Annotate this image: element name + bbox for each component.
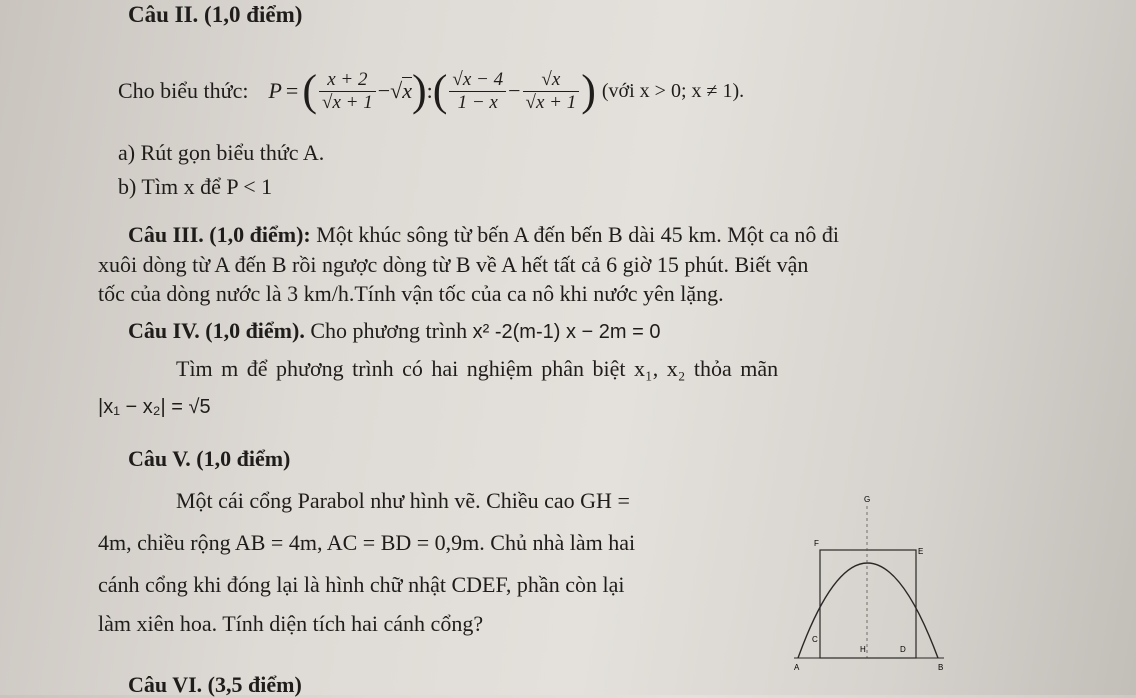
q5-title: Câu V. (1,0 điểm) bbox=[128, 446, 291, 471]
q5-line1: Một cái cổng Parabol như hình vẽ. Chiều cao GH = bbox=[176, 488, 630, 513]
q6-title: Câu VI. (3,5 điểm) bbox=[128, 672, 302, 697]
q2-intro: Cho biểu thức: bbox=[118, 78, 249, 103]
label-e: E bbox=[918, 547, 924, 556]
gate-rectangle bbox=[820, 550, 916, 658]
part-b: b) Tìm x để P < 1 bbox=[118, 174, 273, 199]
q5-line2: 4m, chiều rộng AB = 4m, AC = BD = 0,9m. Chủ nhà làm hai bbox=[98, 530, 636, 555]
label-c: C bbox=[812, 635, 818, 644]
p-label: P bbox=[268, 78, 282, 103]
q4-condition: |x₁ − x₂| = √5 bbox=[98, 396, 211, 418]
label-g: G bbox=[864, 495, 871, 504]
condition: (với x > 0; x ≠ 1). bbox=[601, 80, 745, 102]
part-a: a) Rút gọn biểu thức A. bbox=[118, 140, 325, 165]
equation: x² -2(m-1) x − 2m = 0 bbox=[472, 321, 661, 343]
q5-line3: cánh cổng khi đóng lại là hình chữ nhật CDEF, phần còn lại bbox=[98, 572, 625, 597]
fraction-3: $\frac{√x}{√x + 1}$ bbox=[523, 69, 580, 114]
q5-line4: làm xiên hoa. Tính diện tích hai cánh cổng? bbox=[98, 611, 484, 636]
label-f: F bbox=[814, 539, 819, 548]
q3-line1: Câu III. (1,0 điểm): Một khúc sông từ bến A đến bến B dài 45 km. Một ca nô đi bbox=[128, 222, 840, 247]
fraction-1: $\frac{x + 2}{√x + 1}$ bbox=[319, 69, 376, 114]
expression-line: Cho biểu thức: P = ( $\frac{x + 2}{√x + 1}$ −√x ) : ( $\frac{√x - 4}{1 - x}$ − $\frac{√x}{√x + 1}$ ) (với x > 0; x ≠ 1). bbox=[118, 66, 745, 115]
q4-title: Câu IV. (1,0 điểm). bbox=[128, 318, 305, 343]
q2-title: Câu II. (1,0 điểm) bbox=[128, 2, 303, 27]
label-d: D bbox=[900, 645, 906, 654]
label-b: B bbox=[938, 663, 944, 672]
fraction-2: $\frac{√x - 4}{1 - x}$ bbox=[449, 69, 506, 114]
q4-line1: Câu IV. (1,0 điểm). Cho phương trình x² -2(m-1) x − 2m = 0 bbox=[128, 318, 661, 343]
q3-line2: xuôi dòng từ A đến B rồi ngược dòng từ B về A hết tất cả 6 giờ 15 phút. Biết vận bbox=[98, 252, 809, 277]
q3-line3: tốc của dòng nước là 3 km/h.Tính vận tốc của ca nô khi nước yên lặng. bbox=[98, 281, 724, 306]
label-h: H bbox=[860, 645, 866, 654]
label-a: A bbox=[794, 663, 800, 672]
q4-line2: Tìm m để phương trình có hai nghiệm phân biệt x₁, x₂ thỏa mãn bbox=[176, 356, 779, 381]
parabola-gate-figure bbox=[780, 488, 960, 688]
parabola-curve bbox=[798, 563, 938, 658]
q3-title: Câu III. (1,0 điểm): bbox=[128, 222, 311, 247]
